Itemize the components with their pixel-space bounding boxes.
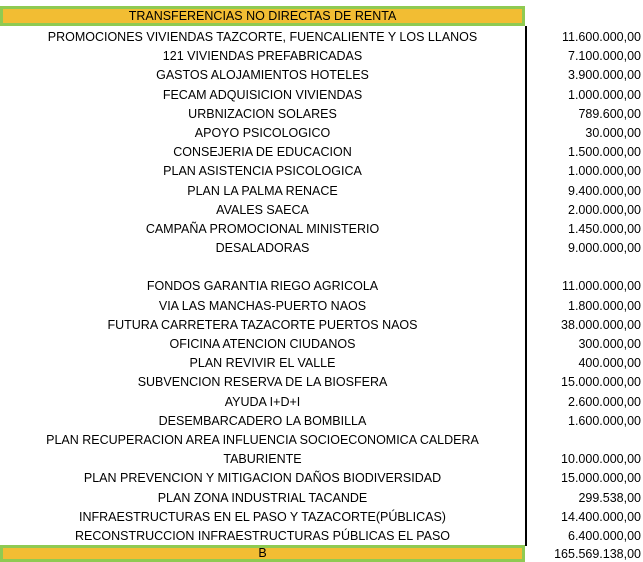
row-amount: 3.900.000,00 bbox=[568, 68, 641, 83]
row-amount: 789.600,00 bbox=[578, 106, 641, 121]
row-label: PLAN PREVENCION Y MITIGACION DAÑOS BIODIVERSIDAD bbox=[83, 471, 442, 486]
table-row[interactable] bbox=[0, 469, 643, 488]
table-row[interactable] bbox=[0, 431, 643, 469]
rows-container bbox=[0, 28, 643, 546]
row-amount: 10.000.000,00 bbox=[561, 452, 641, 467]
table-row[interactable] bbox=[0, 28, 643, 47]
row-label: URBNIZACION SOLARES bbox=[188, 106, 337, 121]
row-label: INFRAESTRUCTURAS EN EL PASO Y TAZACORTE(PÚBLICAS) bbox=[79, 509, 446, 524]
row-label: CONSEJERIA DE EDUCACION bbox=[173, 145, 352, 160]
row-amount: 400.000,00 bbox=[578, 356, 641, 371]
header-title: TRANSFERENCIAS NO DIRECTAS DE RENTA bbox=[128, 9, 397, 23]
table-row[interactable] bbox=[0, 182, 643, 201]
row-amount: 30.000,00 bbox=[585, 125, 641, 140]
row-amount: 11.600.000,00 bbox=[561, 30, 641, 44]
row-label: DESEMBARCADERO LA BOMBILLA bbox=[158, 413, 367, 428]
table-row[interactable] bbox=[0, 508, 643, 527]
row-amount: 15.000.000,00 bbox=[561, 375, 641, 390]
table-row[interactable] bbox=[0, 354, 643, 373]
row-label: VIA LAS MANCHAS-PUERTO NAOS bbox=[158, 298, 367, 313]
table-row[interactable] bbox=[0, 239, 643, 258]
blank-row[interactable] bbox=[0, 258, 643, 277]
table-row[interactable] bbox=[0, 124, 643, 143]
row-label: FONDOS GARANTIA RIEGO AGRICOLA bbox=[146, 279, 379, 294]
table-row[interactable] bbox=[0, 86, 643, 105]
header-cell[interactable] bbox=[0, 6, 525, 26]
table-row[interactable] bbox=[0, 277, 643, 296]
table-row[interactable] bbox=[0, 373, 643, 392]
row-label: 121 VIVIENDAS PREFABRICADAS bbox=[162, 49, 363, 64]
table-row[interactable] bbox=[0, 316, 643, 335]
row-label: PLAN ASISTENCIA PSICOLOGICA bbox=[163, 164, 362, 179]
table-row[interactable] bbox=[0, 527, 643, 546]
row-label: RECONSTRUCCION INFRAESTRUCTURAS PÚBLICAS EL PASO bbox=[74, 528, 451, 543]
table-row[interactable] bbox=[0, 412, 643, 431]
row-label: OFICINA ATENCION CIUDANOS bbox=[169, 337, 356, 351]
row-label: SUBVENCION RESERVA DE LA BIOSFERA bbox=[137, 375, 388, 390]
table-row[interactable] bbox=[0, 105, 643, 124]
row-label bbox=[0, 431, 525, 469]
row-amount: 9.400.000,00 bbox=[568, 183, 641, 198]
row-label: GASTOS ALOJAMIENTOS HOTELES bbox=[156, 68, 369, 83]
row-amount: 2.000.000,00 bbox=[568, 202, 641, 217]
row-label: PLAN LA PALMA RENACE bbox=[187, 183, 338, 198]
table-row[interactable] bbox=[0, 201, 643, 220]
row-label: AYUDA I+D+I bbox=[224, 394, 301, 409]
row-label-line2: TABURIENTE bbox=[223, 452, 302, 467]
row-amount: 15.000.000,00 bbox=[561, 471, 641, 486]
row-label-line1: PLAN RECUPERACION AREA INFLUENCIA SOCIOECONOMICA CALDERA bbox=[46, 432, 479, 447]
row-label: PROMOCIONES VIVIENDAS TAZCORTE, FUENCALIENTE Y LOS LLANOS bbox=[47, 30, 478, 44]
table-row[interactable] bbox=[0, 66, 643, 85]
row-amount: 1.600.000,00 bbox=[568, 413, 641, 428]
row-amount: 1.000.000,00 bbox=[568, 87, 641, 102]
row-label: PLAN ZONA INDUSTRIAL TACANDE bbox=[157, 490, 368, 505]
row-amount: 1.800.000,00 bbox=[568, 298, 641, 313]
table-row[interactable] bbox=[0, 335, 643, 354]
table-row[interactable] bbox=[0, 47, 643, 66]
total-label: B bbox=[258, 546, 267, 560]
table-row[interactable] bbox=[0, 297, 643, 316]
row-amount: 1.450.000,00 bbox=[568, 221, 641, 236]
row-amount: 9.000.000,00 bbox=[568, 241, 641, 256]
row-label: PLAN REVIVIR EL VALLE bbox=[189, 356, 336, 371]
row-amount: 11.000.000,00 bbox=[561, 279, 641, 294]
row-amount: 2.600.000,00 bbox=[568, 394, 641, 409]
row-label: CAMPAÑA PROMOCIONAL MINISTERIO bbox=[145, 221, 380, 236]
row-amount: 7.100.000,00 bbox=[568, 49, 641, 64]
table-row[interactable] bbox=[0, 162, 643, 181]
table-row[interactable] bbox=[0, 143, 643, 162]
row-amount: 299.538,00 bbox=[578, 490, 641, 505]
total-cell[interactable] bbox=[0, 545, 525, 562]
row-label: FUTURA CARRETERA TAZACORTE PUERTOS NAOS bbox=[107, 317, 418, 332]
row-amount: 38.000.000,00 bbox=[561, 317, 641, 332]
table-row[interactable] bbox=[0, 393, 643, 412]
total-amount: 165.569.138,00 bbox=[554, 547, 641, 561]
row-amount: 1.500.000,00 bbox=[568, 145, 641, 160]
row-amount: 14.400.000,00 bbox=[561, 509, 641, 524]
table-row[interactable] bbox=[0, 489, 643, 508]
row-amount: 1.000.000,00 bbox=[568, 164, 641, 179]
row-label: FECAM ADQUISICION VIVIENDAS bbox=[162, 87, 363, 102]
table-row[interactable] bbox=[0, 220, 643, 239]
row-amount: 6.400.000,00 bbox=[568, 528, 641, 543]
row-label: APOYO PSICOLOGICO bbox=[194, 125, 331, 140]
row-label: DESALADORAS bbox=[215, 241, 310, 256]
row-amount: 300.000,00 bbox=[578, 337, 641, 351]
row-label: AVALES SAECA bbox=[216, 202, 309, 217]
